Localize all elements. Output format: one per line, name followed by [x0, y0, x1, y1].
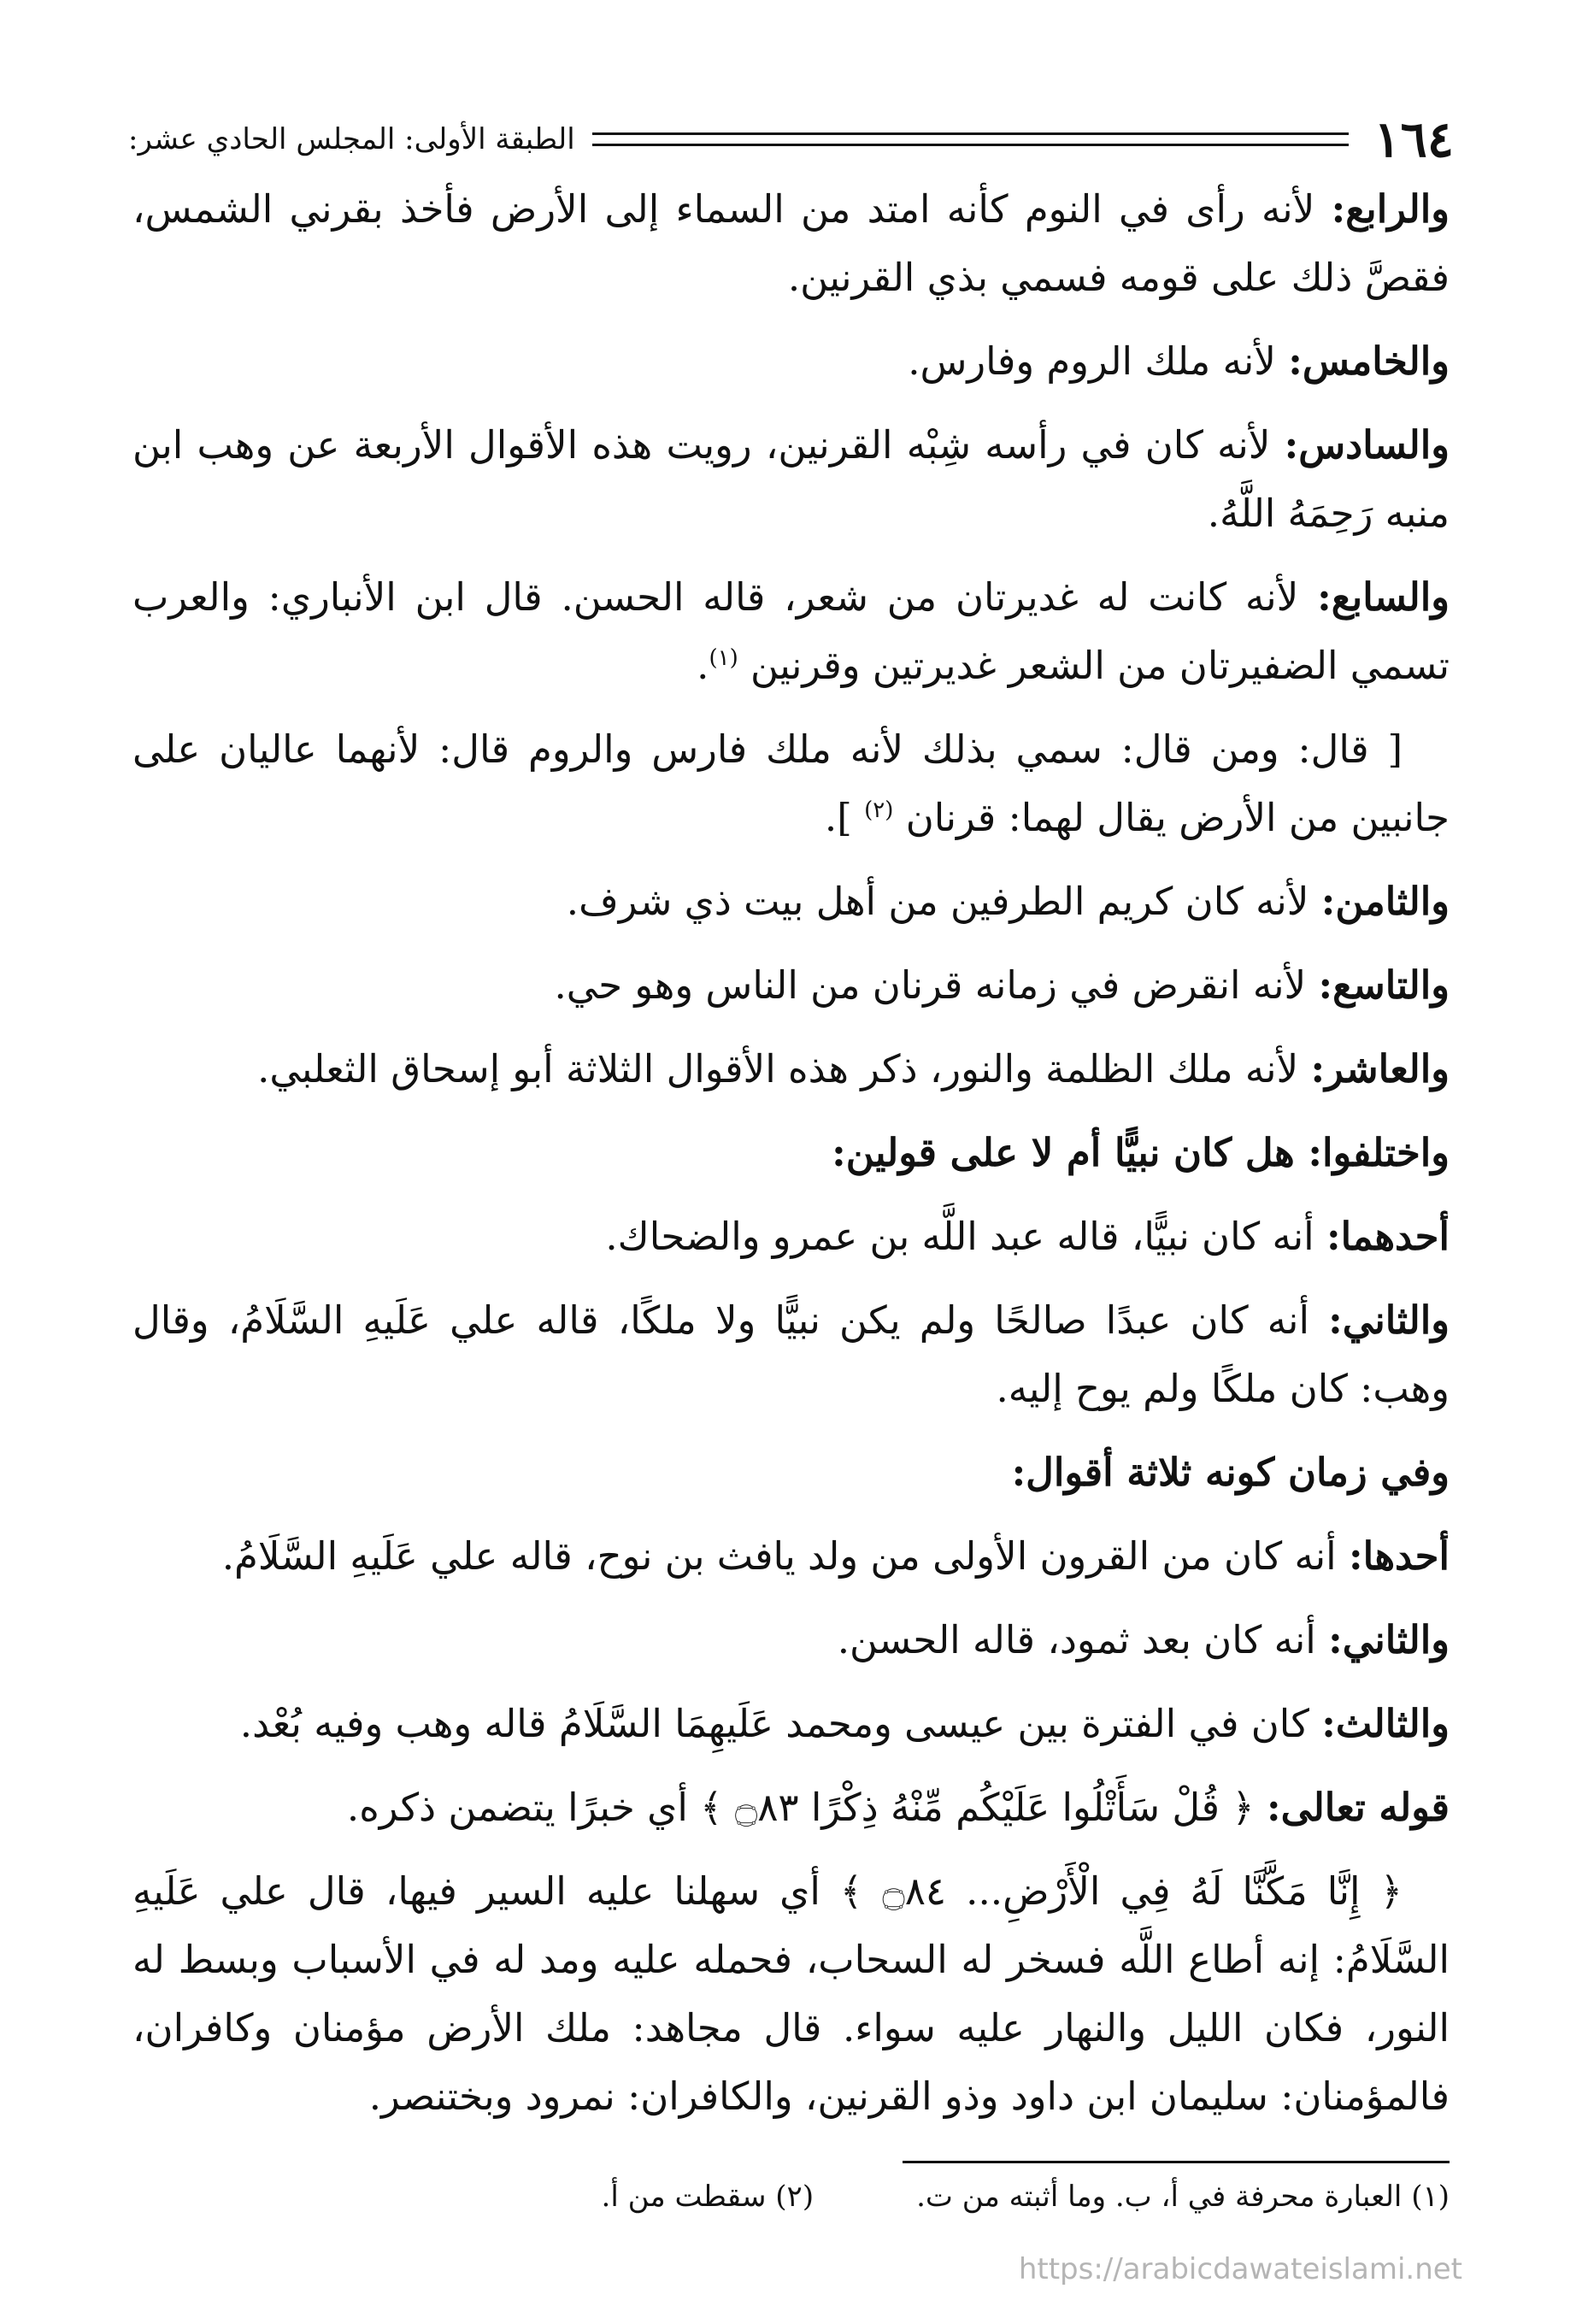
paragraph — [132, 1522, 1450, 1591]
paragraph-lead: والعاشر: — [1310, 1046, 1450, 1091]
paragraph — [132, 715, 1450, 852]
paragraph-text: ﴿ قُلْ سَأَتْلُوا عَلَيْكُم مِّنْهُ ذِكْرًا ۝٨٣ ﴾ أي خبرًا يتضمن ذكره. — [346, 1785, 1267, 1830]
paragraph-text: لأنه كانت له غديرتان من شعر، قاله الحسن. قال ابن الأنباري: والعرب تسمي الضفيرتان من الشعر غديرتين وقرنين — [132, 574, 1450, 688]
paragraph — [132, 1774, 1450, 1842]
paragraph-lead: والتاسع: — [1318, 962, 1450, 1008]
running-title: الطبقة الأولى: المجلس الحادي عشر: — [128, 122, 575, 156]
paragraph-text: ﴿ إِنَّا مَكَّنَّا لَهُ فِي الْأَرْضِ... ۝٨٤ ﴾ أي سهلنا عليه السير فيها، قال علي عَلَيهِ السَّلَامُ: إنه أطاع اللَّه فسخر له السحاب، فحمله عليه ومد له في الأسباب وبسط له النور، فكان الليل والنهار عليه سواء. قال مجاهد: ملك الأرض مؤمنان وكافران، فالمؤمنان: سليمان ابن داود وذو القرنين، والكافران: نمرود وبختنصر. — [132, 1868, 1450, 2119]
paragraph-lead: واختلفوا: هل كان نبيًّا أم لا على قولين: — [832, 1130, 1450, 1175]
footnote-separator — [903, 2161, 1450, 2163]
section-heading — [132, 1119, 1450, 1187]
paragraph-text: لأنه رأى في النوم كأنه امتد من السماء إلى الأرض فأخذ بقرني الشمس، فقصَّ ذلك على قومه فسمي بذي القرنين. — [132, 186, 1450, 300]
paragraph — [132, 411, 1450, 548]
watermark-url: https://arabicdawateislami.net — [1018, 2252, 1462, 2286]
paragraph — [132, 1857, 1450, 2131]
paragraph-text: أنه كان عبدًا صالحًا ولم يكن نبيًّا ولا ملكًا، قاله علي عَلَيهِ السَّلَامُ، وقال وهب: كان ملكًا ولم يوح إليه. — [132, 1297, 1450, 1411]
paragraph-lead: والثاني: — [1328, 1617, 1450, 1662]
paragraph — [132, 327, 1450, 396]
paragraph — [132, 1035, 1450, 1103]
paragraph-lead: أحدها: — [1349, 1533, 1450, 1579]
paragraph — [132, 1203, 1450, 1271]
paragraph-text: لأنه انقرض في زمانه قرنان من الناس وهو حي. — [554, 962, 1319, 1008]
section-heading — [132, 1439, 1450, 1507]
paragraph-text-end: ]. — [824, 795, 865, 840]
page-header — [128, 109, 1454, 169]
header-double-rule — [592, 132, 1349, 146]
paragraph-lead: والثامن: — [1320, 879, 1450, 924]
page-number: ١٦٤ — [1373, 110, 1454, 168]
footnote-item: (٢) سقطت من أ. — [601, 2180, 815, 2214]
paragraph — [132, 1286, 1450, 1423]
paragraph-text: أنه كان بعد ثمود، قاله الحسن. — [837, 1617, 1329, 1662]
paragraph-lead: والسادس: — [1284, 422, 1450, 468]
paragraph-text: كان في الفترة بين عيسى ومحمد عَلَيهِمَا السَّلَامُ قاله وهب وفيه بُعْد. — [239, 1701, 1322, 1746]
footnote-ref[interactable]: (٢) — [864, 797, 894, 823]
paragraph-lead: والخامس: — [1288, 338, 1450, 384]
paragraph-text: لأنه ملك الروم وفارس. — [908, 338, 1289, 384]
paragraph — [132, 1606, 1450, 1674]
paragraph-lead: أحدهما: — [1326, 1214, 1450, 1259]
paragraph-text: لأنه ملك الظلمة والنور، ذكر هذه الأقوال الثلاثة أبو إسحاق الثعلبي. — [257, 1046, 1311, 1091]
paragraph-text-end: . — [697, 643, 709, 688]
paragraph-text: أنه كان نبيًّا، قاله عبد اللَّه بن عمرو والضحاك. — [605, 1214, 1326, 1259]
footnotes — [132, 2180, 1450, 2214]
paragraph — [132, 951, 1450, 1020]
main-text — [132, 175, 1450, 2146]
paragraph — [132, 563, 1450, 700]
paragraph — [132, 175, 1450, 312]
paragraph-lead: والسابع: — [1317, 574, 1450, 620]
paragraph-text: لأنه كان في رأسه شِبْه القرنين، رويت هذه الأقوال الأربعة عن وهب ابن منبه رَحِمَهُ اللَّهُ. — [132, 422, 1450, 536]
paragraph-text: لأنه كان كريم الطرفين من أهل بيت ذي شرف. — [566, 879, 1321, 924]
paragraph — [132, 1690, 1450, 1758]
paragraph-lead: والثاني: — [1328, 1297, 1450, 1343]
footnote-item: (١) العبارة محرفة في أ، ب. وما أثبته من ت. — [916, 2180, 1450, 2214]
paragraph-text: أنه كان من القرون الأولى من ولد يافث بن نوح، قاله علي عَلَيهِ السَّلَامُ. — [221, 1533, 1349, 1579]
paragraph-text: [ قال: ومن قال: سمي بذلك لأنه ملك فارس والروم قال: لأنهما عاليان على جانبين من الأرض يقال لهما: قرنان — [132, 727, 1450, 840]
footnote-ref[interactable]: (١) — [709, 645, 738, 671]
paragraph — [132, 868, 1450, 936]
paragraph-lead: وفي زمان كونه ثلاثة أقوال: — [1011, 1450, 1450, 1495]
paragraph-lead: والرابع: — [1331, 186, 1450, 232]
paragraph-lead: قوله تعالى: — [1266, 1785, 1450, 1830]
paragraph-lead: والثالث: — [1321, 1701, 1450, 1746]
